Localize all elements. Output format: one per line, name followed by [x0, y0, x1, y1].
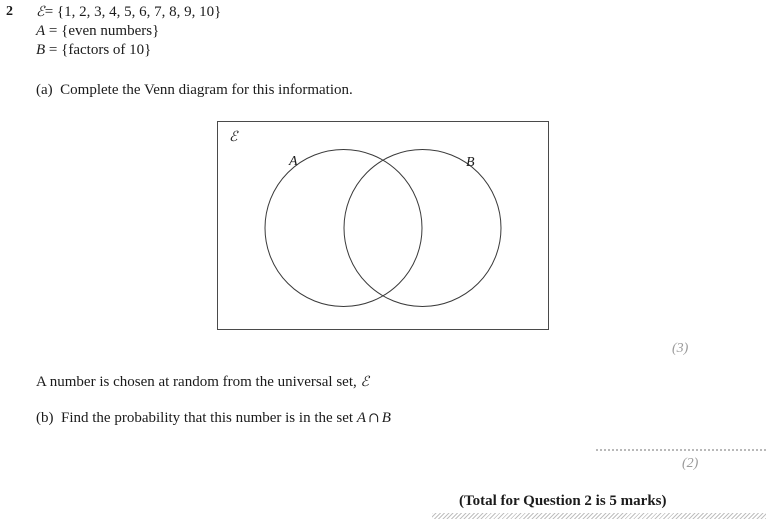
definition-set-a — [36, 22, 221, 41]
set-a-symbol: A — [36, 23, 46, 39]
definition-value-2: {factors of 10} — [61, 42, 152, 58]
part-b-body: Find the probability that this number is in the set — [61, 410, 354, 426]
part-a-instruction — [36, 82, 353, 99]
part-a-body: Complete the Venn diagram for this information. — [60, 82, 353, 98]
question-number: 2 — [6, 4, 13, 19]
venn-universal-label: ℰ — [229, 129, 238, 145]
total-marks-line: (Total for Question 2 is 5 marks) — [459, 493, 667, 509]
definition-value-1: {even numbers} — [61, 23, 160, 39]
statement-universal-symbol: ℰ — [360, 374, 370, 390]
definition-value-0: {1, 2, 3, 4, 5, 6, 7, 8, 9, 10} — [56, 4, 222, 20]
part-a-marks: (3) — [672, 341, 689, 356]
part-b-set-a: A — [356, 410, 366, 426]
part-b-marks: (2) — [682, 456, 699, 471]
part-a-label: (a) — [36, 82, 53, 98]
intersection-symbol: ∩ — [367, 410, 380, 426]
part-b-set-b: B — [381, 410, 391, 426]
footer-hatched-band — [432, 513, 766, 519]
part-b-instruction — [36, 410, 391, 427]
answer-dotted-line[interactable] — [596, 443, 766, 451]
universal-set-symbol: ℰ — [36, 4, 45, 20]
venn-circles-svg — [217, 121, 549, 330]
definition-relation-2: = — [48, 42, 58, 58]
random-selection-statement — [36, 374, 369, 391]
part-b-label: (b) — [36, 410, 54, 426]
definition-relation-1: = — [48, 23, 58, 39]
venn-label-a: A — [289, 154, 298, 169]
venn-diagram[interactable] — [217, 121, 549, 330]
venn-label-b: B — [466, 155, 475, 170]
definition-universal-set — [36, 3, 221, 22]
set-definitions-block — [36, 3, 221, 60]
definition-relation-0: = — [44, 4, 54, 20]
random-statement-text: A number is chosen at random from the universal set, — [36, 374, 357, 390]
definition-set-b — [36, 41, 221, 60]
set-b-symbol: B — [36, 42, 46, 58]
